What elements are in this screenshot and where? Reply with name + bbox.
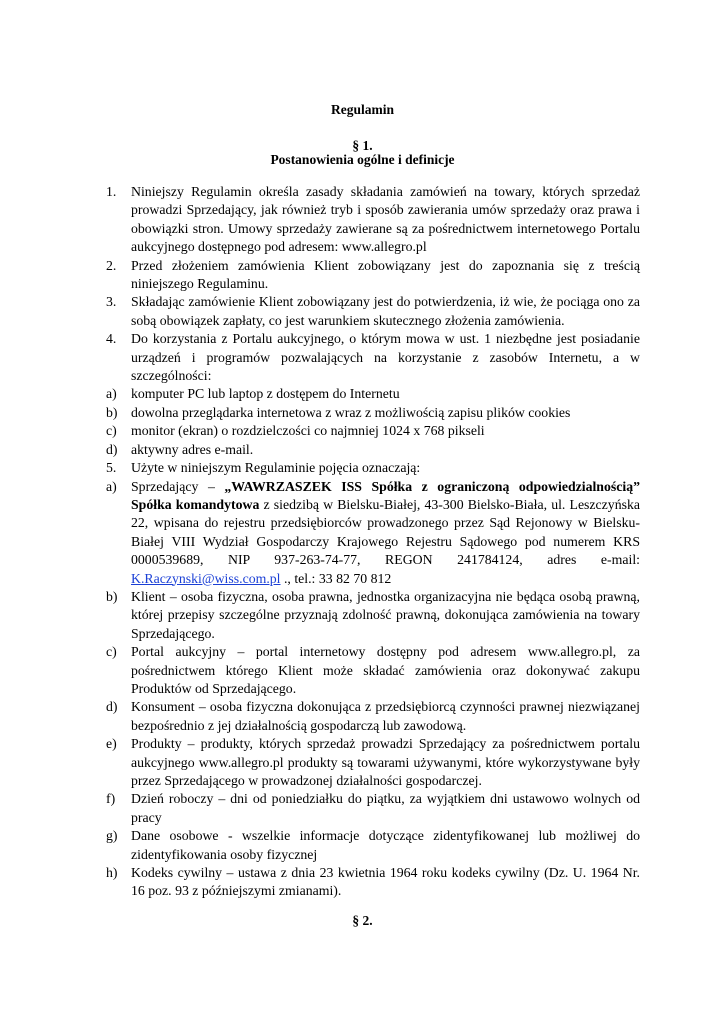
list-item (0, 735, 725, 790)
list-item-text: Produkty – produkty, których sprzedaż prowadzi Sprzedający za pośrednictwem portalu aukcyjnego www.allegro.pl produkty są towarami używanymi, które wykorzystywane były przez Sprzedającego w prowadzonej działalności gospodarczej. (131, 736, 640, 788)
list-item (0, 257, 725, 294)
list-marker: f) (106, 791, 116, 807)
list-marker: a) (106, 478, 117, 494)
document-title: Regulamin (330, 102, 394, 117)
list-item (0, 441, 725, 459)
list-marker: d) (106, 699, 118, 715)
list-item-text: Portal aukcyjny – portal internetowy dostępny pod adresem www.allegro.pl, za pośrednictwem którego Klient może składać zamówienia oraz dokonywać zakupu Produktów od Sprzedającego. (131, 644, 640, 696)
list-item (0, 422, 725, 440)
section-1-list (0, 183, 725, 901)
list-item-text: Użyte w niniejszym Regulaminie pojęcia oznaczają: (131, 460, 421, 476)
list-item (0, 864, 725, 901)
section-1-number: § 1. (352, 138, 373, 153)
list-item (0, 827, 725, 864)
list-marker: 2. (106, 257, 117, 273)
list-item-text: Dane osobowe - wszelkie informacje dotyczące zidentyfikowanej lub możliwej do zidentyfikowania osoby fizycznej (131, 828, 640, 862)
list-item (0, 330, 725, 385)
list-item-text: Przed złożeniem zamówienia Klient zobowiązany jest do zapoznania się z treścią niniejszego Regulaminu. (131, 257, 640, 292)
list-item (0, 643, 725, 698)
list-item-text: Konsument – osoba fizyczna dokonująca z przedsiębiorcą czynności prawnej niezwiązanej bezpośrednio z jej działalnością gospodarczą lub zawodową. (131, 699, 640, 733)
list-marker: 1. (106, 184, 117, 199)
list-marker: a) (106, 386, 117, 402)
list-marker: c) (106, 423, 117, 439)
seller-email-link[interactable]: K.Raczynski@wiss.com.pl (131, 570, 281, 586)
list-item (0, 698, 725, 735)
list-item (0, 293, 725, 330)
list-marker: 3. (106, 294, 117, 310)
list-marker: d) (106, 441, 118, 457)
list-item (0, 790, 725, 827)
seller-company-name: „WAWRZASZEK ISS Spółka z ograniczoną odpowiedzialnością” Spółka komandytowa (131, 478, 640, 512)
list-item (0, 385, 725, 403)
list-marker: h) (106, 865, 118, 881)
list-item-text: Dzień roboczy – dni od poniedziałku do piątku, za wyjątkiem dni ustawowo wolnych od pracy (131, 791, 640, 825)
list-item-text: komputer PC lub laptop z dostępem do Internetu (131, 386, 400, 402)
list-marker: 5. (106, 460, 117, 476)
list-item (0, 404, 725, 422)
list-item-text: aktywny adres e-mail. (131, 441, 254, 457)
list-item-text: Składając zamówienie Klient zobowiązany jest do potwierdzenia, iż wie, że pociąga ono za sobą obowiązek zapłaty, co jest warunkiem skutecznego złożenia zamówienia. (131, 294, 640, 328)
list-marker: b) (106, 404, 118, 420)
list-item-text: dowolna przeglądarka internetowa z wraz z możliwością zapisu plików cookies (131, 404, 571, 420)
list-item (0, 183, 725, 257)
list-marker: b) (106, 588, 118, 604)
section-2-number: § 2. (352, 913, 373, 928)
list-item-text: Kodeks cywilny – ustawa z dnia 23 kwietnia 1964 roku kodeks cywilny (Dz. U. 1964 Nr. 16 poz. 93 z późniejszymi zmianami). (131, 865, 640, 899)
list-item-text: Klient – osoba fizyczna, osoba prawna, jednostka organizacyjna nie będąca osobą prawną, której przepisy szczególne przyznają zdolność prawną, dokonująca zamówienia na towary Sprzedającego. (131, 588, 640, 641)
section-1-heading: Postanowienia ogólne i definicje (270, 152, 455, 167)
list-marker: c) (106, 644, 117, 660)
list-item-seller: a) Sprzedający – „WAWRZASZEK ISS Spółka z ograniczoną odpowiedzialnością” Spółka komandytowa z siedzibą w Bielsku-Białej, 43-300 Bielsko-Biała, ul. Leszczyńska 22, wpisana do rejestru przedsiębiorców prowadzonego przez Sąd Rejonowy w Bielsku-Białej VIII Wydział Gospodarczy Krajowego Rejestru Sądowego pod numerem KRS 0000539689, NIP 937-263-74-77, REGON 241784124, adres e-mail: K.Raczynski@wiss.com.pl ., tel.: 33 82 70 812 (106, 478, 640, 586)
list-marker: e) (106, 736, 117, 752)
list-item-text: monitor (ekran) o rozdzielczości co najmniej 1024 x 768 pikseli (131, 423, 485, 439)
list-marker: 4. (106, 331, 117, 347)
list-item (0, 588, 725, 643)
list-marker: g) (106, 828, 118, 844)
list-item-text: Niniejszy Regulamin określa zasady składania zamówień na towary, których sprzedaż prowadzi Sprzedający, jak również tryb i sposób zawierania umów sprzedaży oraz prawa i obowiązki stron. Umowy sprzedaży zawierane są za pośrednictwem internetowego Portalu aukcyjnego dostępnego pod adresem: www.allegro.pl (131, 184, 640, 255)
list-item-text: Do korzystania z Portalu aukcyjnego, o którym mowa w ust. 1 niezbędne jest posiadanie urządzeń i programów pozwalających na korzystanie z zasobów Internetu, a w szczególności: (131, 331, 640, 384)
list-item (0, 459, 725, 477)
